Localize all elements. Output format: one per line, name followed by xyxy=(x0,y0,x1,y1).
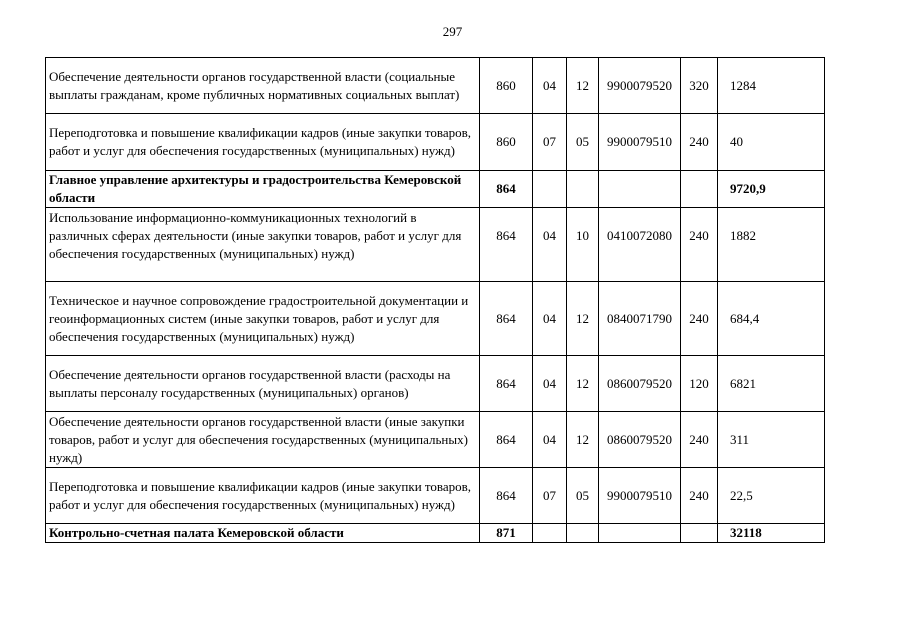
table-row-group-header xyxy=(46,524,825,543)
expense-type-code: 120 xyxy=(681,356,718,412)
expense-type-code: 240 xyxy=(681,282,718,356)
section-code: 04 xyxy=(533,58,567,114)
target-article-code: 0410072080 xyxy=(599,208,681,282)
section-code xyxy=(533,524,567,543)
expense-type-code xyxy=(681,171,718,208)
table-row xyxy=(46,58,825,114)
amount: 32118 xyxy=(718,524,825,543)
target-article-code xyxy=(599,171,681,208)
amount: 684,4 xyxy=(718,282,825,356)
ministry-code: 860 xyxy=(480,114,533,171)
subsection-code: 10 xyxy=(567,208,599,282)
amount: 40 xyxy=(718,114,825,171)
row-description: Использование информационно-коммуникационных технологий в различных сферах деятельности (иные закупки товаров, работ и услуг для обеспечения государственных (муниципальных) нужд) xyxy=(46,208,480,282)
row-description: Переподготовка и повышение квалификации кадров (иные закупки товаров, работ и услуг для обеспечения государственных (муниципальных) нужд) xyxy=(46,468,480,524)
amount: 9720,9 xyxy=(718,171,825,208)
subsection-code xyxy=(567,524,599,543)
target-article-code: 9900079510 xyxy=(599,114,681,171)
section-code: 07 xyxy=(533,468,567,524)
subsection-code xyxy=(567,171,599,208)
ministry-code: 864 xyxy=(480,356,533,412)
section-code: 07 xyxy=(533,114,567,171)
amount: 22,5 xyxy=(718,468,825,524)
section-code: 04 xyxy=(533,282,567,356)
table-row xyxy=(46,282,825,356)
table-row xyxy=(46,208,825,282)
ministry-code: 864 xyxy=(480,282,533,356)
target-article-code: 0860079520 xyxy=(599,412,681,468)
row-description: Техническое и научное сопровождение градостроительной документации и геоинформационных систем (иные закупки товаров, работ и услуг для обеспечения государственных (муниципальных) нужд) xyxy=(46,282,480,356)
amount: 311 xyxy=(718,412,825,468)
page-number: 297 xyxy=(442,24,463,39)
expense-type-code: 240 xyxy=(681,208,718,282)
row-description: Контрольно-счетная палата Кемеровской области xyxy=(46,524,480,543)
amount: 6821 xyxy=(718,356,825,412)
expense-type-code: 320 xyxy=(681,58,718,114)
amount: 1284 xyxy=(718,58,825,114)
amount: 1882 xyxy=(718,208,825,282)
target-article-code xyxy=(599,524,681,543)
subsection-code: 05 xyxy=(567,468,599,524)
ministry-code: 864 xyxy=(480,412,533,468)
table-row-group-header xyxy=(46,171,825,208)
subsection-code: 05 xyxy=(567,114,599,171)
section-code xyxy=(533,171,567,208)
target-article-code: 9900079510 xyxy=(599,468,681,524)
section-code: 04 xyxy=(533,412,567,468)
row-description: Обеспечение деятельности органов государственной власти (расходы на выплаты персоналу государственных (муниципальных) органов) xyxy=(46,356,480,412)
budget-table xyxy=(45,57,825,543)
target-article-code: 0840071790 xyxy=(599,282,681,356)
subsection-code: 12 xyxy=(567,412,599,468)
row-description: Переподготовка и повышение квалификации кадров (иные закупки товаров, работ и услуг для обеспечения государственных (муниципальных) нужд) xyxy=(46,114,480,171)
ministry-code: 864 xyxy=(480,468,533,524)
expense-type-code: 240 xyxy=(681,114,718,171)
ministry-code: 860 xyxy=(480,58,533,114)
expense-type-code xyxy=(681,524,718,543)
ministry-code: 864 xyxy=(480,171,533,208)
table-row xyxy=(46,114,825,171)
table-row xyxy=(46,356,825,412)
row-description: Главное управление архитектуры и градостроительства Кемеровской области xyxy=(46,171,480,208)
row-description: Обеспечение деятельности органов государственной власти (иные закупки товаров, работ и услуг для обеспечения государственных (муниципальных) нужд) xyxy=(46,412,480,468)
row-description: Обеспечение деятельности органов государственной власти (социальные выплаты гражданам, кроме публичных нормативных социальных выплат) xyxy=(46,58,480,114)
subsection-code: 12 xyxy=(567,58,599,114)
section-code: 04 xyxy=(533,208,567,282)
subsection-code: 12 xyxy=(567,356,599,412)
expense-type-code: 240 xyxy=(681,412,718,468)
table-row xyxy=(46,468,825,524)
expense-type-code: 240 xyxy=(681,468,718,524)
target-article-code: 9900079520 xyxy=(599,58,681,114)
ministry-code: 864 xyxy=(480,208,533,282)
table-row xyxy=(46,412,825,468)
target-article-code: 0860079520 xyxy=(599,356,681,412)
ministry-code: 871 xyxy=(480,524,533,543)
subsection-code: 12 xyxy=(567,282,599,356)
section-code: 04 xyxy=(533,356,567,412)
